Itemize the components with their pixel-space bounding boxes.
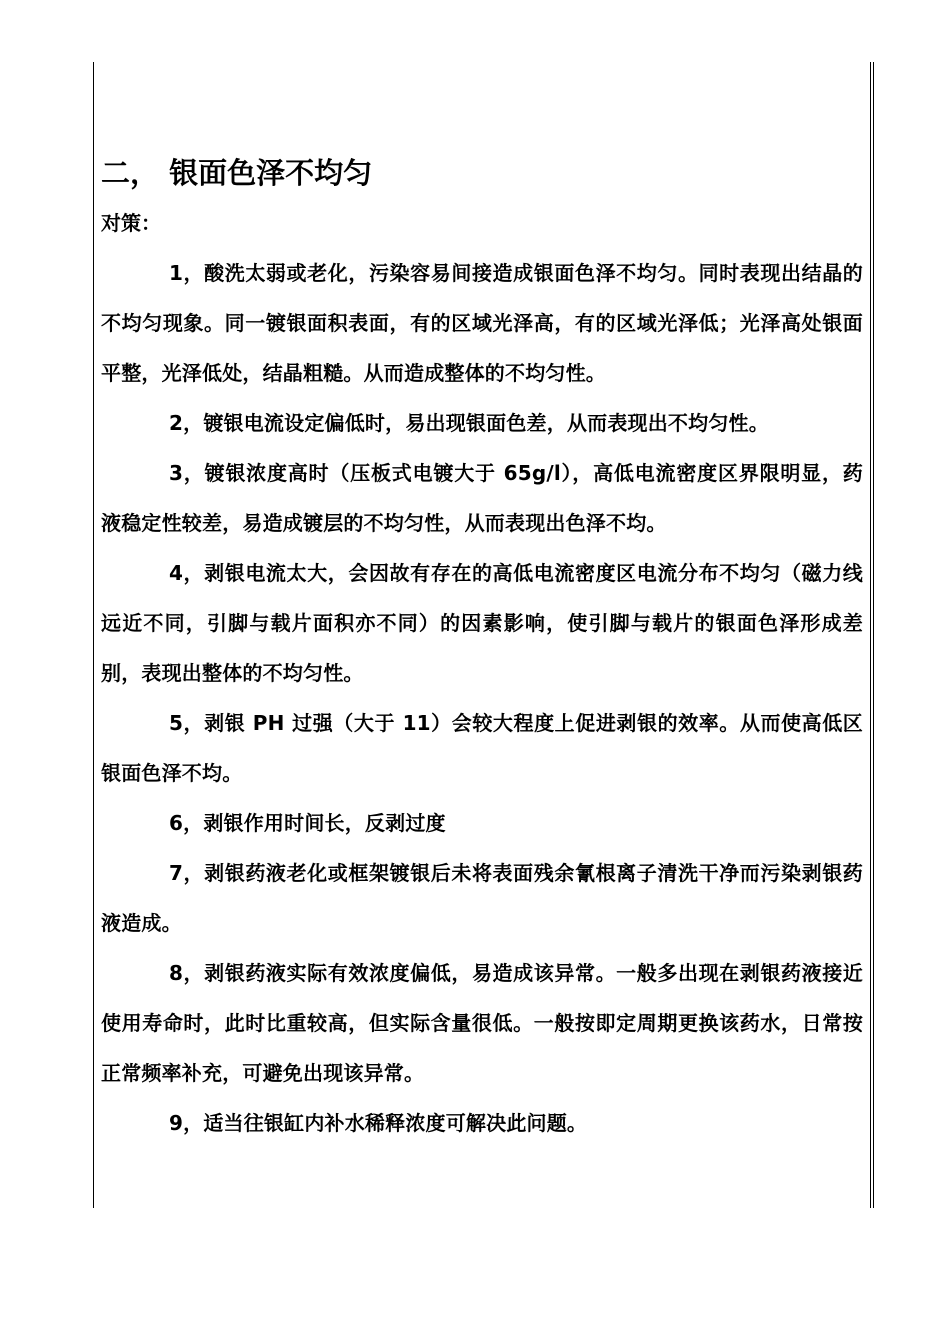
- document-body: [101, 148, 863, 1148]
- countermeasure-item-1: 1，酸洗太弱或老化，污染容易间接造成银面色泽不均匀。同时表现出结晶的不均匀现象。同一镀银面积表面，有的区域光泽高，有的区域光泽低；光泽高处银面平整，光泽低处，结晶粗糙。从而造成整体的不均匀性。: [101, 261, 863, 385]
- countermeasure-item-6: 6，剥银作用时间长，反剥过度: [169, 811, 446, 835]
- countermeasure-item-9: 9，适当往银缸内补水稀释浓度可解决此问题。: [169, 1111, 588, 1135]
- page-border-right: [870, 62, 871, 1208]
- countermeasure-item-3: 3，镀银浓度高时（压板式电镀大于 65g/l），高低电流密度区界限明显，药液稳定性较差，易造成镀层的不均匀性，从而表现出色泽不均。: [101, 461, 863, 535]
- page-border-left: [93, 62, 94, 1208]
- section-heading: 二， 银面色泽不均匀: [101, 156, 373, 190]
- countermeasures-label: 对策：: [101, 211, 161, 235]
- countermeasure-item-5: 5，剥银 PH 过强（大于 11）会较大程度上促进剥银的效率。从而使高低区银面色泽不均。: [101, 711, 863, 785]
- countermeasure-item-7: 7，剥银药液老化或框架镀银后未将表面残余氰根离子清洗干净而污染剥银药液造成。: [101, 861, 863, 935]
- countermeasure-item-8: 8，剥银药液实际有效浓度偏低，易造成该异常。一般多出现在剥银药液接近使用寿命时，此时比重较高，但实际含量很低。一般按即定周期更换该药水，日常按正常频率补充，可避免出现该异常。: [101, 961, 863, 1085]
- countermeasure-item-2: 2，镀银电流设定偏低时，易出现银面色差，从而表现出不均匀性。: [169, 411, 769, 435]
- countermeasure-item-4: 4，剥银电流太大，会因故有存在的高低电流密度区电流分布不均匀（磁力线远近不同，引脚与载片面积亦不同）的因素影响，使引脚与载片的银面色泽形成差别，表现出整体的不均匀性。: [101, 561, 863, 685]
- page-border-right-double: [873, 62, 874, 1208]
